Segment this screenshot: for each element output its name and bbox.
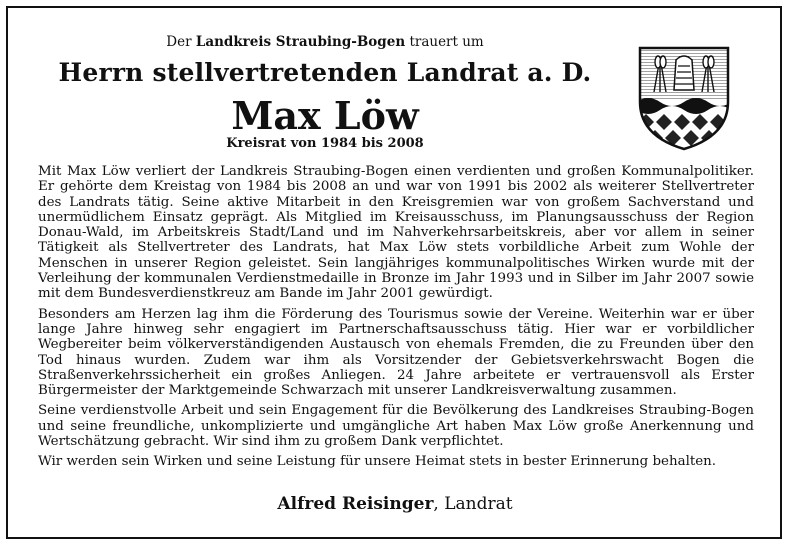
- intro-line: [0, 34, 650, 50]
- signature-line: [0, 494, 790, 514]
- honorific-title: Herrn stellvertretenden Landrat a. D.: [58, 58, 592, 87]
- paragraph: Seine verdienstvolle Arbeit und sein Engagement für die Bevölkerung des Landkreises Straubing-Bogen und seine freundliche, unkomplizierte und umgängliche Art haben Max Löw große Anerkennung und Wertschätzung gebracht. Wir sind ihm zu großem Dank verpflichtet.: [38, 403, 754, 450]
- coat-of-arms-icon: [636, 44, 732, 152]
- paragraph: Besonders am Herzen lag ihm die Förderung des Tourismus sowie der Vereine. Weiterhin war er über lange Jahre hinweg sehr engagiert im Partnerschaftsausschuss tätig. Hier war er vorbildlicher Wegbereiter beim völkerverständigenden Austausch von ehemals Fremden, die zu Freunden über den Tod hinaus wurden. Zudem war ihm als Vorsitzender der Gebietsverkehrswacht Bogen die Straßenverkehrssicherheit ein großes Anliegen. 24 Jahre arbeitete er vertrauensvoll als Erster Bürgermeister der Marktgemeinde Schwarzach mit unserer Landkreisverwaltung zusammen.: [38, 306, 754, 399]
- paragraph: Mit Max Löw verliert der Landkreis Straubing-Bogen einen verdienten und großen Kommunalpolitiker. Er gehörte dem Kreistag von 1984 bis 2008 an und war von 1991 bis 2002 als weiterer Stellvertreter des Landrats tätig. Seine aktive Mitarbeit in den Kreisgremien war von großem Sachverstand und unermüdlichem Einsatz geprägt. Als Mitglied im Kreisausschuss, im Planungsausschuss der Region Donau-Wald, im Arbeitskreis Stadt/Land und im Nahverkehrsarbeitskreis, aber vor allem in seiner Tätigkeit als Stellvertreter des Landrats, hat Max Löw stets vorbildliche Arbeit zum Wohle der Menschen in unserer Region geleistet. Sein langjähriges kommunalpolitisches Wirken wurde mit der Verleihung der kommunalen Verdienstmedaille in Bronze im Jahr 1993 und in Silber im Jahr 2007 sowie mit dem Bundesverdienstkreuz am Bande im Jahr 2001 gewürdigt.: [38, 164, 754, 302]
- signatory-role: , Landrat: [433, 494, 513, 514]
- intro-suffix: trauert um: [405, 34, 484, 50]
- office-subtitle: Kreisrat von 1984 bis 2008: [226, 136, 424, 151]
- signatory-name: Alfred Reisinger: [277, 494, 434, 514]
- deceased-name: Max Löw: [231, 93, 419, 138]
- intro-prefix: Der: [166, 34, 196, 50]
- intro-organization: Landkreis Straubing-Bogen: [195, 34, 406, 50]
- obituary-text: [38, 164, 754, 475]
- paragraph: Wir werden sein Wirken und seine Leistung für unsere Heimat stets in bester Erinnerung behalten.: [38, 454, 717, 470]
